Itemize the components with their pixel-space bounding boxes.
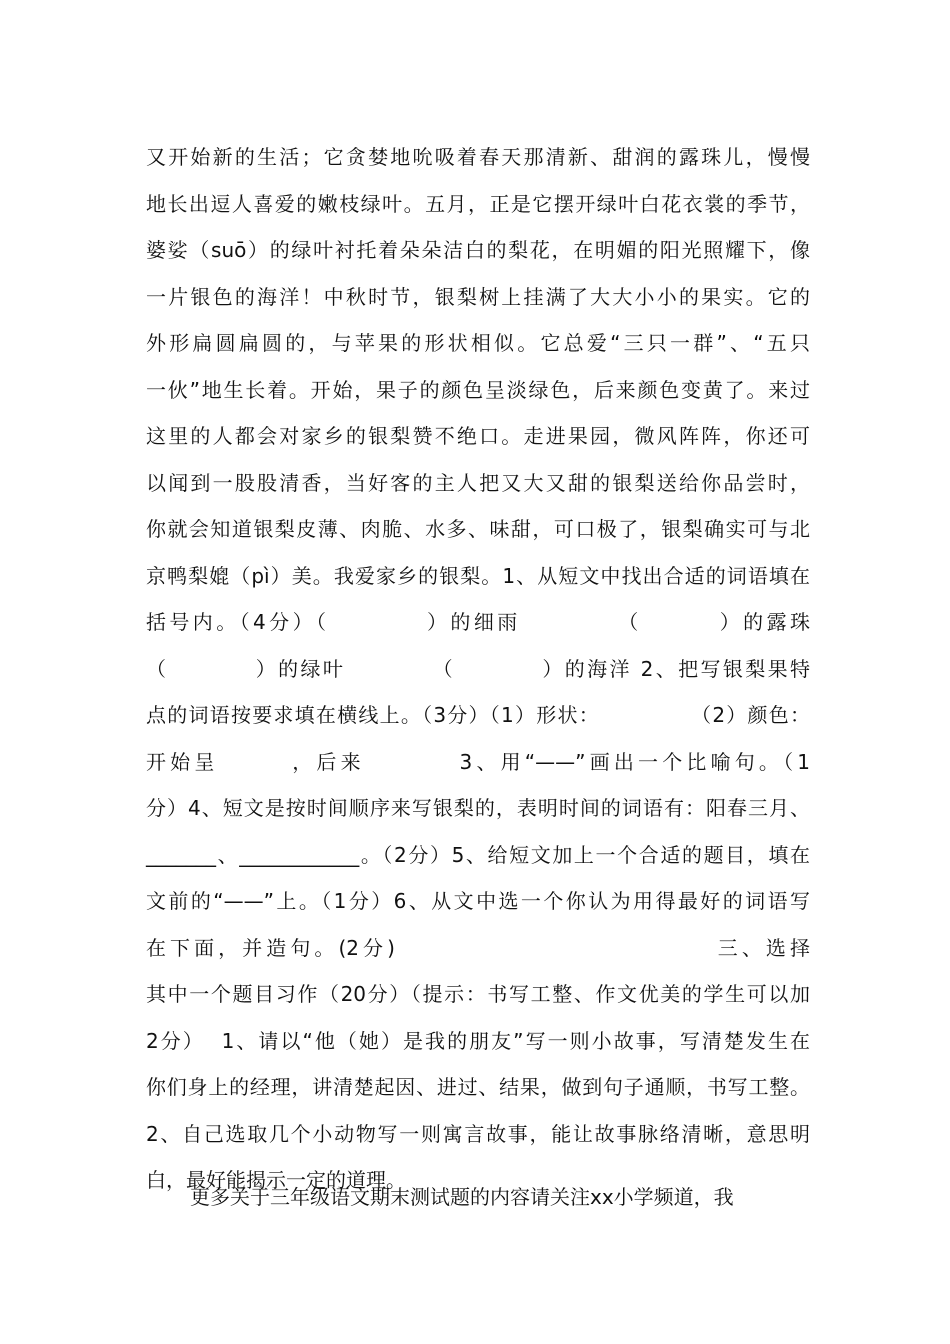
text-line: 在下面，并造句。(2分) 三、选择 bbox=[146, 935, 810, 960]
text-line: 一伙”地生长着。开始，果子的颜色呈淡绿色，后来颜色变黄了。来过 bbox=[146, 377, 810, 402]
text-line: 括号内。（4分）（ ）的细雨 （ ）的露珠 bbox=[146, 610, 810, 634]
text-line: 京鸭梨媲（pì）美。我爱家乡的银梨。1、从短文中找出合适的词语填在 bbox=[146, 563, 810, 588]
text-line: 一片银色的海洋！中秋时节，银梨树上挂满了大大小小的果实。它的 bbox=[146, 284, 810, 309]
text-line: 又开始新的生活；它贪婪地吮吸着春天那清新、甜润的露珠儿，慢慢 bbox=[146, 145, 810, 169]
text-line: 文前的“——”上。（1分）6、从文中选一个你认为用得最好的词语写 bbox=[146, 889, 810, 913]
text-line: 2、自己选取几个小动物写一则寓言故事，能让故事脉络清晰，意思明 bbox=[146, 1121, 810, 1146]
text-line: 点的词语按要求填在横线上。（3分）（1）形状： （2）颜色： bbox=[146, 703, 810, 727]
text-line: _______、____________。（2分）5、给短文加上一个合适的题目，填在 bbox=[146, 842, 810, 867]
text-line: 分）4、短文是按时间顺序来写银梨的，表明时间的词语有：阳春三月、 bbox=[146, 796, 810, 820]
text-line: 外形扁圆扁圆的，与苹果的形状相似。它总爱“三只一群”、“五只 bbox=[146, 331, 810, 355]
text-line: （ ）的绿叶 （ ）的海洋 2、把写银梨果特 bbox=[146, 656, 810, 681]
text-line: 你就会知道银梨皮薄、肉脆、水多、味甜，可口极了，银梨确实可与北 bbox=[146, 517, 810, 541]
closing-paragraph bbox=[146, 1182, 810, 1229]
text-line: 婆娑（suō）的绿叶衬托着朵朵洁白的梨花，在明媚的阳光照耀下，像 bbox=[146, 238, 810, 262]
text-line: 你们身上的经理，讲清楚起因、进过、结果，做到句子通顺，书写工整。 bbox=[146, 1075, 810, 1099]
text-line: 开始呈 ，后来 3、用“——”画出一个比喻句。（1 bbox=[146, 749, 810, 774]
text-line: 2分） 1、请以“他（她）是我的朋友”写一则小故事，写清楚发生在 bbox=[146, 1028, 810, 1053]
text-line: 白，最好能揭示一定的道理。 bbox=[146, 1168, 406, 1192]
text-line: 其中一个题目习作（20分）（提示：书写工整、作文优美的学生可以加 bbox=[146, 982, 810, 1006]
text-line: 以闻到一股股清香，当好客的主人把又大又甜的银梨送给你品尝时， bbox=[146, 470, 810, 495]
text-line: 这里的人都会对家乡的银梨赞不绝口。走进果园，微风阵阵，你还可 bbox=[146, 424, 810, 448]
text-line: 地长出逗人喜爱的嫩枝绿叶。五月，正是它摆开绿叶白花衣裳的季节， bbox=[146, 191, 810, 216]
exam-text-block bbox=[146, 142, 810, 1212]
closing-line: 更多关于三年级语文期末测试题的内容请关注xx小学频道，我 bbox=[190, 1185, 734, 1209]
